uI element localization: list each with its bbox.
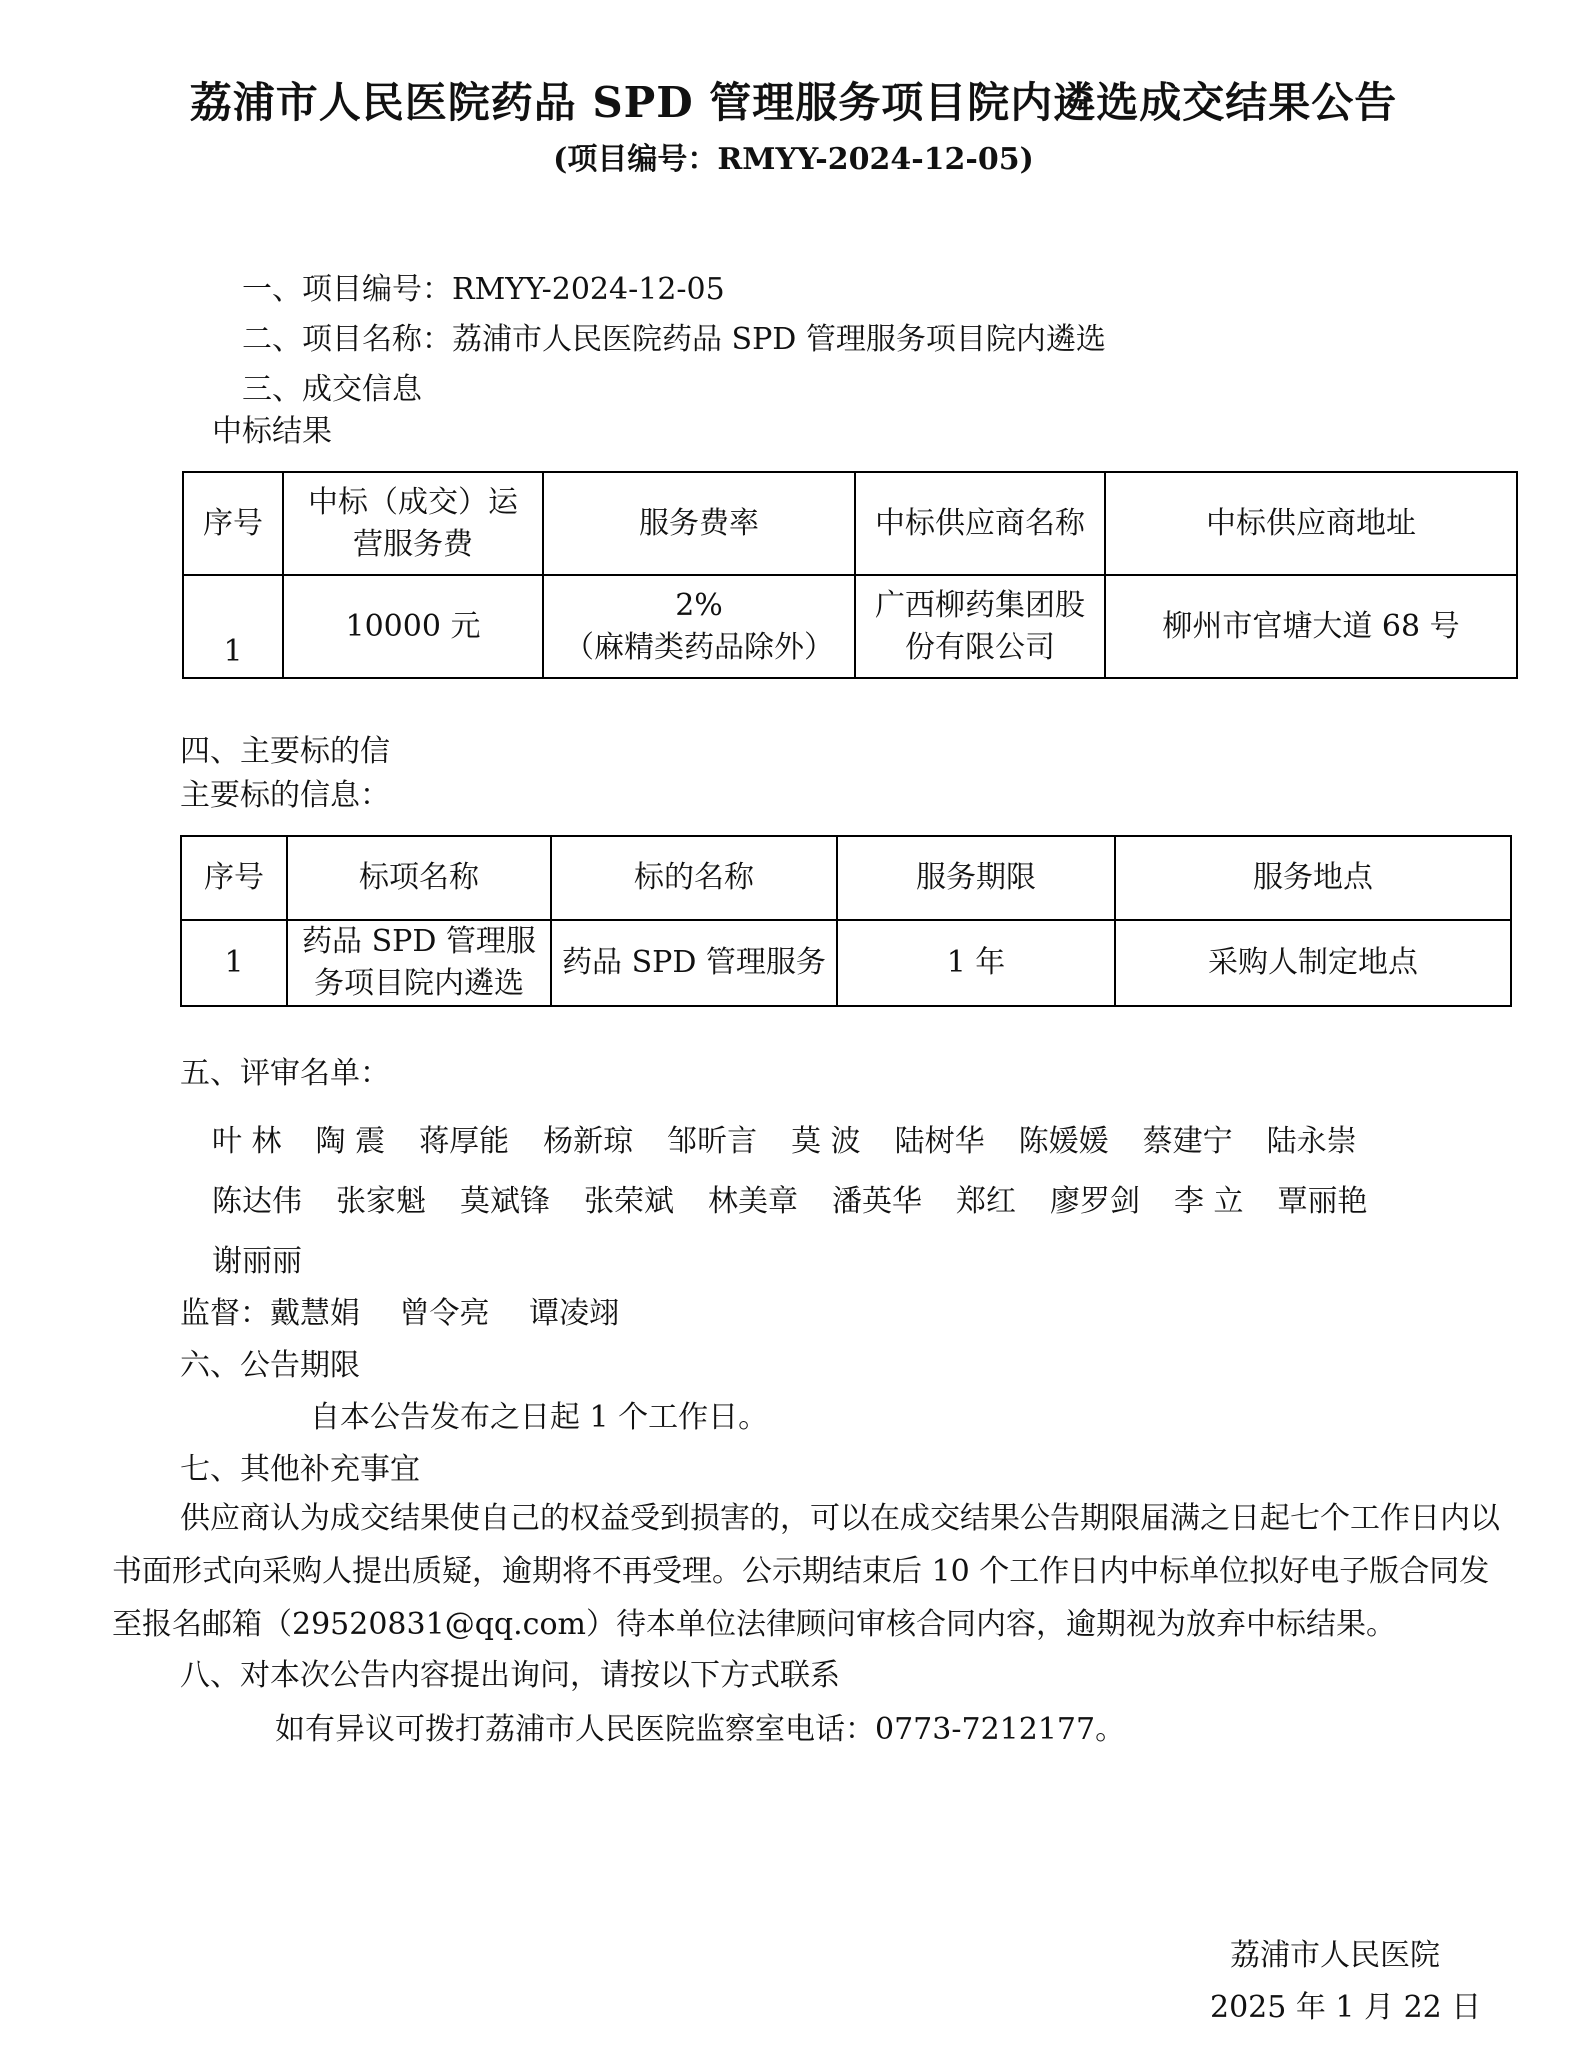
- reviewer-name: 潘英华: [832, 1184, 922, 1219]
- section-contact: 八、对本次公告内容提出询问，请按以下方式联系: [180, 1658, 840, 1693]
- section-main-subject: 四、主要标的信: [180, 734, 390, 769]
- reviewer-name: 蔡建宁: [1142, 1124, 1233, 1159]
- table-cell-address: 柳州市官塘大道 68 号: [1105, 575, 1517, 678]
- bid-result-label: 中标结果: [212, 414, 332, 449]
- reviewer-name: 蒋厚能: [419, 1124, 510, 1159]
- table-header-cell: 中标供应商名称: [855, 472, 1105, 575]
- reviewer-name: 张家魁: [336, 1184, 426, 1219]
- table-row: [181, 920, 1511, 1006]
- reviewer-name: 杨新琼: [543, 1124, 634, 1159]
- table-cell-supplier: 广西柳药集团股份有限公司: [855, 575, 1105, 678]
- table-cell-subject: 药品 SPD 管理服务: [551, 920, 837, 1006]
- main-info-label: 主要标的信息：: [180, 778, 390, 813]
- reviewer-name: 覃丽艳: [1277, 1184, 1368, 1219]
- reviewer-name: 邹昕言: [667, 1124, 758, 1159]
- section-other-matters: 七、其他补充事宜: [180, 1452, 420, 1487]
- reviewer-name: 李 立: [1174, 1184, 1244, 1219]
- reviewer-name: 廖罗剑: [1050, 1184, 1140, 1219]
- section-reviewers: 五、评审名单：: [180, 1056, 390, 1091]
- table-header-row: [181, 836, 1511, 920]
- reviewer-name: 陆树华: [894, 1124, 985, 1159]
- section-project-number: 一、项目编号：RMYY-2024-12-05: [242, 272, 725, 307]
- table-cell-no: 1: [183, 575, 283, 678]
- reviewer-name: 林美章: [708, 1184, 798, 1219]
- table-header-cell: 中标（成交）运营服务费: [283, 472, 543, 575]
- reviewers-row: [212, 1176, 1402, 1220]
- signature-org: 荔浦市人民医院: [1230, 1938, 1440, 1973]
- reviewer-name: 莫斌锋: [460, 1184, 550, 1219]
- reviewer-name: 陆永崇: [1266, 1124, 1357, 1159]
- page-title: 荔浦市人民医院药品 SPD 管理服务项目院内遴选成交结果公告: [189, 78, 1398, 127]
- table-header-cell: 中标供应商地址: [1105, 472, 1517, 575]
- signature-date: 2025 年 1 月 22 日: [1210, 1990, 1482, 2025]
- table-header-cell: 标的名称: [551, 836, 837, 920]
- contact-text: 如有异议可拨打荔浦市人民医院监察室电话：0773-7212177。: [275, 1712, 1126, 1747]
- page-subtitle: (项目编号：RMYY-2024-12-05): [553, 142, 1034, 177]
- main-subject-table: [180, 835, 1512, 1007]
- table-cell-no: 1: [181, 920, 287, 1006]
- table-cell-fee: 10000 元: [283, 575, 543, 678]
- bid-result-table: [182, 471, 1518, 679]
- reviewer-name: 张荣斌: [584, 1184, 674, 1219]
- reviewer-name: 莫 波: [791, 1124, 861, 1159]
- notice-period-text: 自本公告发布之日起 1 个工作日。: [310, 1400, 769, 1435]
- table-header-cell: 序号: [183, 472, 283, 575]
- table-header-cell: 序号: [181, 836, 287, 920]
- other-matters-text: 供应商认为成交结果使自己的权益受到损害的，可以在成交结果公告期限届满之日起七个工作日内以书面形式向采购人提出质疑，逾期将不再受理。公示期结束后 10 个工作日内中标单位拟好电子版合同发至报名邮箱（29520831@qq.com）待本单位法律顾问审核合同内容，逾期视为放弃中标结果。: [112, 1501, 1500, 1642]
- section-project-name: 二、项目名称：荔浦市人民医院药品 SPD 管理服务项目院内遴选: [242, 322, 1106, 357]
- reviewer-name: 郑红: [956, 1184, 1016, 1219]
- reviewer-name: 陶 震: [315, 1124, 386, 1159]
- reviewer-name: 陈达伟: [212, 1184, 302, 1219]
- section-deal-info: 三、成交信息: [242, 372, 422, 407]
- table-cell-rate: [543, 575, 855, 678]
- supervision-line: 监督：戴慧娟 曾令亮 谭凌翊: [180, 1296, 620, 1331]
- table-header-cell: 服务期限: [837, 836, 1115, 920]
- table-cell-place: 采购人制定地点: [1115, 920, 1511, 1006]
- reviewer-name: 谢丽丽: [212, 1244, 302, 1279]
- reviewers-row: [212, 1236, 336, 1280]
- reviewer-name: 陈媛媛: [1018, 1124, 1109, 1159]
- table-header-cell: 服务地点: [1115, 836, 1511, 920]
- rate-value: 2%: [675, 587, 723, 623]
- table-cell-item: 药品 SPD 管理服务项目院内遴选: [287, 920, 551, 1006]
- table-header-cell: 标项名称: [287, 836, 551, 920]
- table-cell-period: 1 年: [837, 920, 1115, 1006]
- reviewers-row: [212, 1116, 1391, 1160]
- section-notice-period: 六、公告期限: [180, 1348, 360, 1383]
- table-row: [183, 575, 1517, 678]
- table-header-cell: 服务费率: [543, 472, 855, 575]
- table-header-row: [183, 472, 1517, 575]
- reviewer-name: 叶 林: [212, 1124, 282, 1159]
- rate-note: （麻精类药品除外）: [564, 629, 834, 665]
